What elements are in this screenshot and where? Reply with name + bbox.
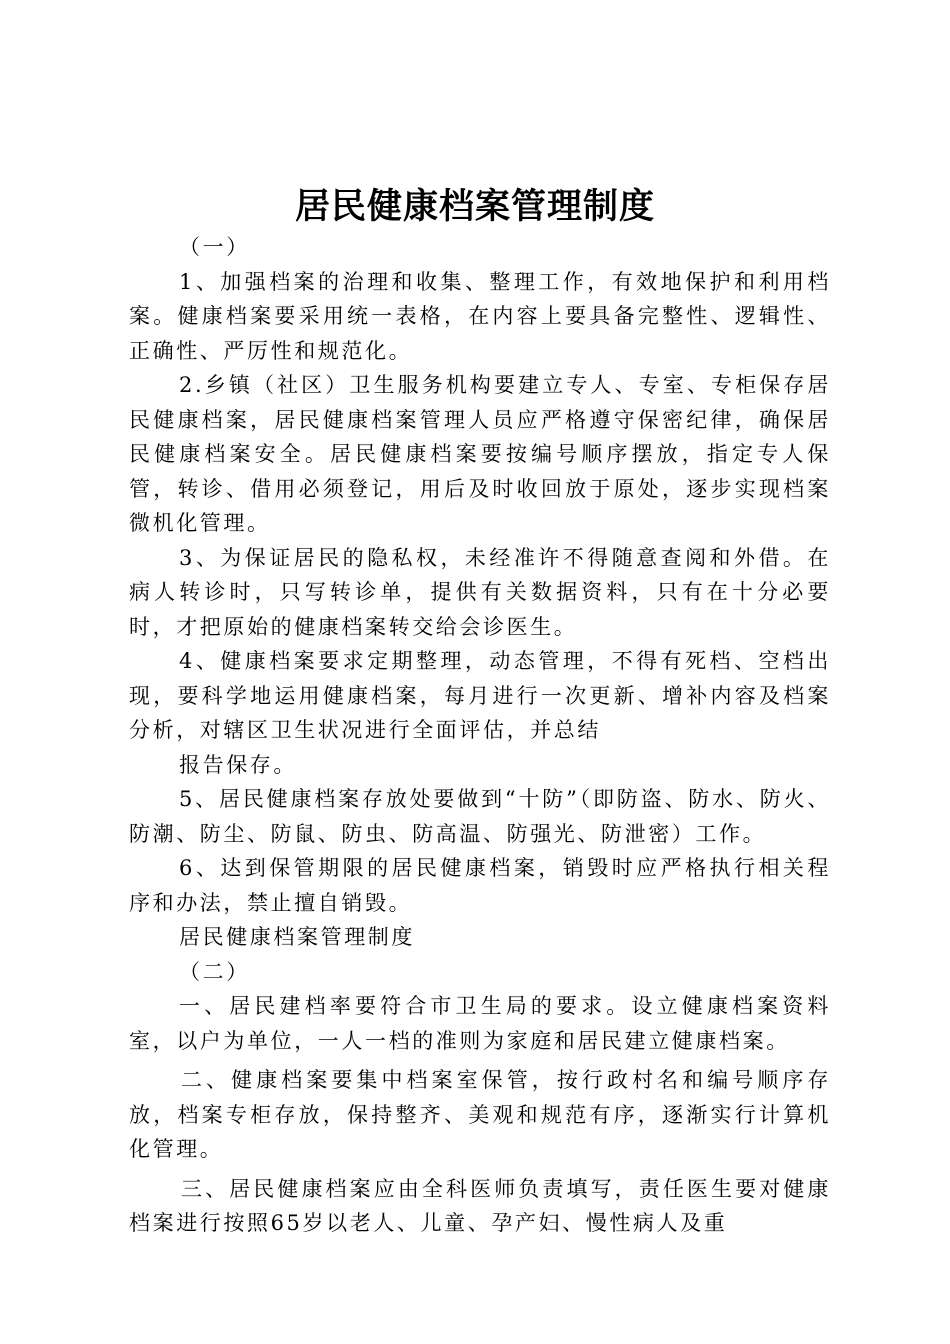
paragraph-item-two: 二、健康档案要集中档案室保管，按行政村名和编号顺序存放，档案专柜存放，保持整齐、美观和规范有序，逐渐实行计算机化管理。 — [129, 1068, 831, 1161]
paragraph-item-5: 5、居民健康档案存放处要做到“十防”（即防盗、防水、防火、防潮、防尘、防鼠、防虫、防高温、防强光、防泄密）工作。 — [129, 787, 831, 846]
subtitle-repeat: 居民健康档案管理制度 — [179, 925, 415, 949]
paragraph-item-three: 三、居民健康档案应由全科医师负责填写，责任医生要对健康档案进行按照65岁以老人、儿童、孕产妇、慢性病人及重 — [129, 1176, 831, 1235]
document-title: 居民健康档案管理制度 — [294, 187, 655, 227]
paragraph-item-2: 2.乡镇（社区）卫生服务机构要建立专人、专室、专柜保存居民健康档案，居民健康档案管理人员应严格遵守保密纪律，确保居民健康档案安全。居民健康档案要按编号顺序摆放，指定专人保管，转诊、借用必须登记，用后及时收回放于原处，逐步实现档案微机化管理。 — [129, 373, 831, 535]
paragraph-item-4-continued: 报告保存。 — [179, 752, 297, 777]
paragraph-item-3: 3、为保证居民的隐私权，未经准许不得随意查阅和外借。在病人转诊时，只写转诊单，提供有关数据资料，只有在十分必要时，才把原始的健康档案转交给会诊医生。 — [129, 545, 831, 639]
document-body — [129, 230, 831, 1241]
section-heading-2: （二） — [179, 959, 250, 984]
section-heading-1: （一） — [179, 235, 250, 259]
paragraph-item-1: 1、加强档案的治理和收集、整理工作，有效地保护和利用档案。健康档案要采用统一表格，在内容上要具备完整性、逻辑性、正确性、严厉性和规范化。 — [129, 269, 831, 363]
paragraph-item-one: 一、居民建档率要符合市卫生局的要求。设立健康档案资料室，以户为单位，一人一档的准则为家庭和居民建立健康档案。 — [129, 994, 831, 1053]
paragraph-item-6: 6、达到保管期限的居民健康档案，销毁时应严格执行相关程序和办法，禁止擅自销毁。 — [129, 856, 831, 915]
paragraph-item-4: 4、健康档案要求定期整理，动态管理，不得有死档、空档出现，要科学地运用健康档案，每月进行一次更新、增补内容及档案分析，对辖区卫生状况进行全面评估，并总结 — [129, 649, 831, 742]
